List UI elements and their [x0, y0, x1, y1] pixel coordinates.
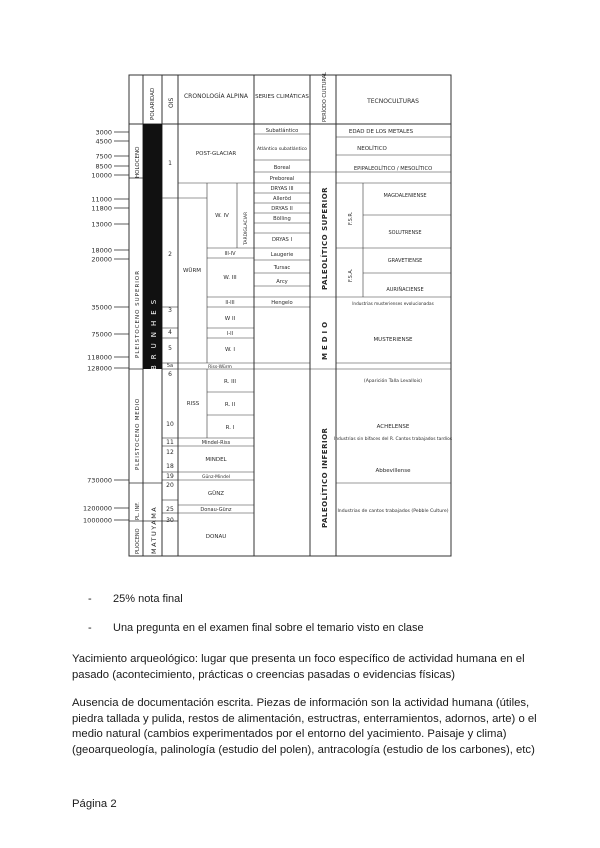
chrono-3-4: III-IV — [224, 251, 236, 257]
techno-achelense: ACHELENSE — [376, 424, 410, 430]
age-label: 11000 — [91, 195, 112, 204]
age-label: 1200000 — [83, 504, 112, 513]
geo-pleistoceno-superior: PLEISTOCENO SUPERIOR — [135, 269, 141, 358]
chrono-donau: DONAU — [205, 534, 227, 540]
techno-solutrense: SOLUTRENSE — [388, 230, 422, 236]
chrono-w3: W. III — [223, 275, 237, 281]
chrono-riss-wurm: Riss-Würm — [208, 365, 232, 370]
age-label: 3000 — [95, 128, 112, 137]
ois-20: 20 — [166, 482, 174, 489]
series-dryas1: DRYAS I — [271, 237, 293, 243]
techno-epipaleolitico: EPIPALEOLÍTICO / MESOLÍTICO — [353, 166, 433, 172]
ois-1: 1 — [168, 160, 172, 167]
ois-18: 18 — [166, 463, 174, 470]
chrono-w2: W II — [224, 316, 236, 322]
age-label: 730000 — [87, 476, 112, 485]
header-polarity: POLARIDAD — [150, 87, 156, 120]
chronology-labels — [183, 151, 249, 540]
chrono-gunz: GÜNZ — [207, 491, 225, 497]
age-label: 13000 — [91, 220, 112, 229]
header-period: PERÍODO CULTURAL — [322, 72, 328, 122]
chrono-1-2: I-II — [226, 331, 234, 337]
chrono-mindel-riss: Mindel-Riss — [201, 440, 231, 446]
bullet-text: 25% nota final — [113, 593, 183, 605]
geo-holoceno: HOLOCENO — [135, 146, 141, 178]
series-tursac: Tursac — [273, 265, 291, 271]
age-label: 10000 — [91, 171, 112, 180]
age-label: 75000 — [91, 330, 112, 339]
period-labels — [320, 187, 329, 528]
ois-12: 12 — [166, 449, 174, 456]
techno-fsa: F.S.A. — [348, 268, 354, 282]
period-superior: PALEOLÍTICO SUPERIOR — [321, 186, 329, 290]
age-label: 35000 — [91, 303, 112, 312]
chrono-w1: W. I — [225, 347, 235, 353]
chrono-2-3: II-III — [225, 300, 235, 306]
header-chronology: CRONOLOGÍA ALPINA — [183, 93, 249, 100]
polarity-matuyama: MATUYAMA — [150, 505, 158, 554]
chrono-mindel: MINDEL — [205, 457, 227, 463]
header-ois: OIS — [168, 97, 175, 108]
techno-cantos: Industrias de cantos trabajados (Pebble Culture) — [337, 509, 449, 514]
techno-labels — [334, 129, 453, 514]
chrono-r3: R. III — [224, 379, 236, 385]
chrono-w4: W. IV — [215, 213, 229, 219]
chrono-postglaciar: POST-GLACIAR — [195, 151, 237, 157]
chrono-r2: R. II — [224, 402, 236, 408]
period-inferior: PALEOLÍTICO INFERIOR — [321, 427, 329, 528]
series-dryas2: DRYAS II — [271, 206, 293, 212]
techno-levallois: (Aparición Talla Levallois) — [363, 379, 423, 384]
series-preboreal: Preboreal — [269, 176, 295, 182]
ois-30: 30 — [166, 517, 174, 524]
chronology-lines — [178, 183, 254, 513]
paragraph-yacimiento: Yacimiento arqueológico: lugar que presenta un foco específico de actividad humana en el pasado (acontecimiento, prácticas o creencias pasadas o evidencias físicas) — [72, 653, 525, 681]
geo-pleistoceno-medio: PLEISTOCENO MEDIO — [135, 397, 141, 470]
ois-2: 2 — [168, 251, 172, 258]
chrono-tardiglaciar: TARDIGLACIAR — [244, 211, 249, 245]
header-techno: TECNOCULTURAS — [367, 98, 419, 105]
series-hengelo: Hengelo — [271, 300, 293, 306]
age-label: 118000 — [87, 353, 112, 362]
age-label: 18000 — [91, 246, 112, 255]
techno-magdaleniense: MAGDALENIENSE — [383, 193, 427, 199]
techno-sin-bifaces: Industrias sin bifaces del R. Cantos trabajados tardíos — [333, 437, 453, 442]
techno-metales: EDAD DE LOS METALES — [348, 129, 414, 135]
header-series: SERIES CLIMÁTICAS — [255, 94, 309, 100]
list-item: - Una pregunta en el examen final sobre el temario visto en clase — [88, 622, 424, 634]
ois-6: 6 — [168, 371, 172, 378]
age-label: 7500 — [95, 152, 112, 161]
age-label: 11800 — [91, 204, 112, 213]
series-bolling: Bölling — [273, 216, 291, 222]
series-labels — [257, 127, 307, 306]
series-boreal: Boreal — [273, 165, 291, 171]
polarity-brunhes: BRUNHES — [150, 293, 158, 370]
age-label: 8500 — [95, 162, 112, 171]
ois-3: 3 — [168, 307, 172, 314]
ois-25: 25 — [166, 506, 174, 513]
list-item: - 25% nota final — [88, 593, 183, 605]
series-dryas3: DRYAS III — [270, 186, 294, 192]
techno-musterienses-evol: Industrias musterienses evolucionadas — [352, 301, 434, 306]
age-axis — [83, 129, 129, 525]
age-label: 20000 — [91, 255, 112, 264]
age-label: 4500 — [95, 137, 112, 146]
geo-pl-inf: PL. INF. — [135, 502, 141, 520]
techno-gravetiense: GRAVETIENSE — [387, 258, 423, 264]
geo-plioceno: PLIOCENO — [135, 528, 141, 554]
techno-fsr: F.S.R. — [348, 211, 354, 225]
series-arcy: Arcy — [276, 279, 288, 285]
ois-11: 11 — [166, 439, 174, 446]
page-number: Página 2 — [72, 798, 117, 810]
period-medio: MEDIO — [321, 318, 329, 360]
series-allerod: Alleröd — [272, 196, 292, 202]
techno-abbevillense: Abbevillense — [375, 468, 411, 474]
series-atlantico: Atlántico subatlántico — [257, 147, 307, 152]
ois-10: 10 — [166, 421, 174, 428]
age-label: 1000000 — [83, 516, 112, 525]
ois-19: 19 — [166, 473, 174, 480]
ois-5a: 5a — [166, 363, 174, 369]
techno-lines — [333, 137, 453, 483]
chrono-r1: R. I — [225, 425, 235, 431]
chrono-donau-gunz: Donau-Günz — [200, 507, 232, 513]
techno-musteriense: MUSTERIENSE — [373, 337, 413, 343]
ois-labels — [166, 160, 174, 524]
series-subatlantico: Subatlántico — [265, 128, 299, 134]
bullet-text: Una pregunta en el examen final sobre el temario visto en clase — [113, 622, 424, 634]
ois-5: 5 — [168, 345, 172, 352]
techno-aurinaciense: AURIÑACIENSE — [386, 287, 424, 293]
chrono-riss: RISS — [186, 401, 200, 407]
chrono-wurm: WÜRM — [182, 268, 202, 274]
ois-4: 4 — [168, 329, 172, 336]
age-label: 128000 — [87, 364, 112, 373]
series-laugerie: Laugerie — [270, 252, 294, 258]
paragraph-ausencia: Ausencia de documentación escrita. Piezas de información son la actividad humana (útiles, piedra tallada y pulida, restos de alimentación, estructras, enterramientos, adornos, arte) o el medio natural (cambios experimentados por el entorno del yacimiento. Paisaje y clima) (geoarqueología, palinología (estudio del polen), antracología (estudio de los carbones), etc) — [72, 697, 537, 756]
techno-neolitico: NEOLÍTICO — [357, 146, 387, 152]
chrono-gunz-mindel: Günz-Mindel — [201, 475, 231, 480]
